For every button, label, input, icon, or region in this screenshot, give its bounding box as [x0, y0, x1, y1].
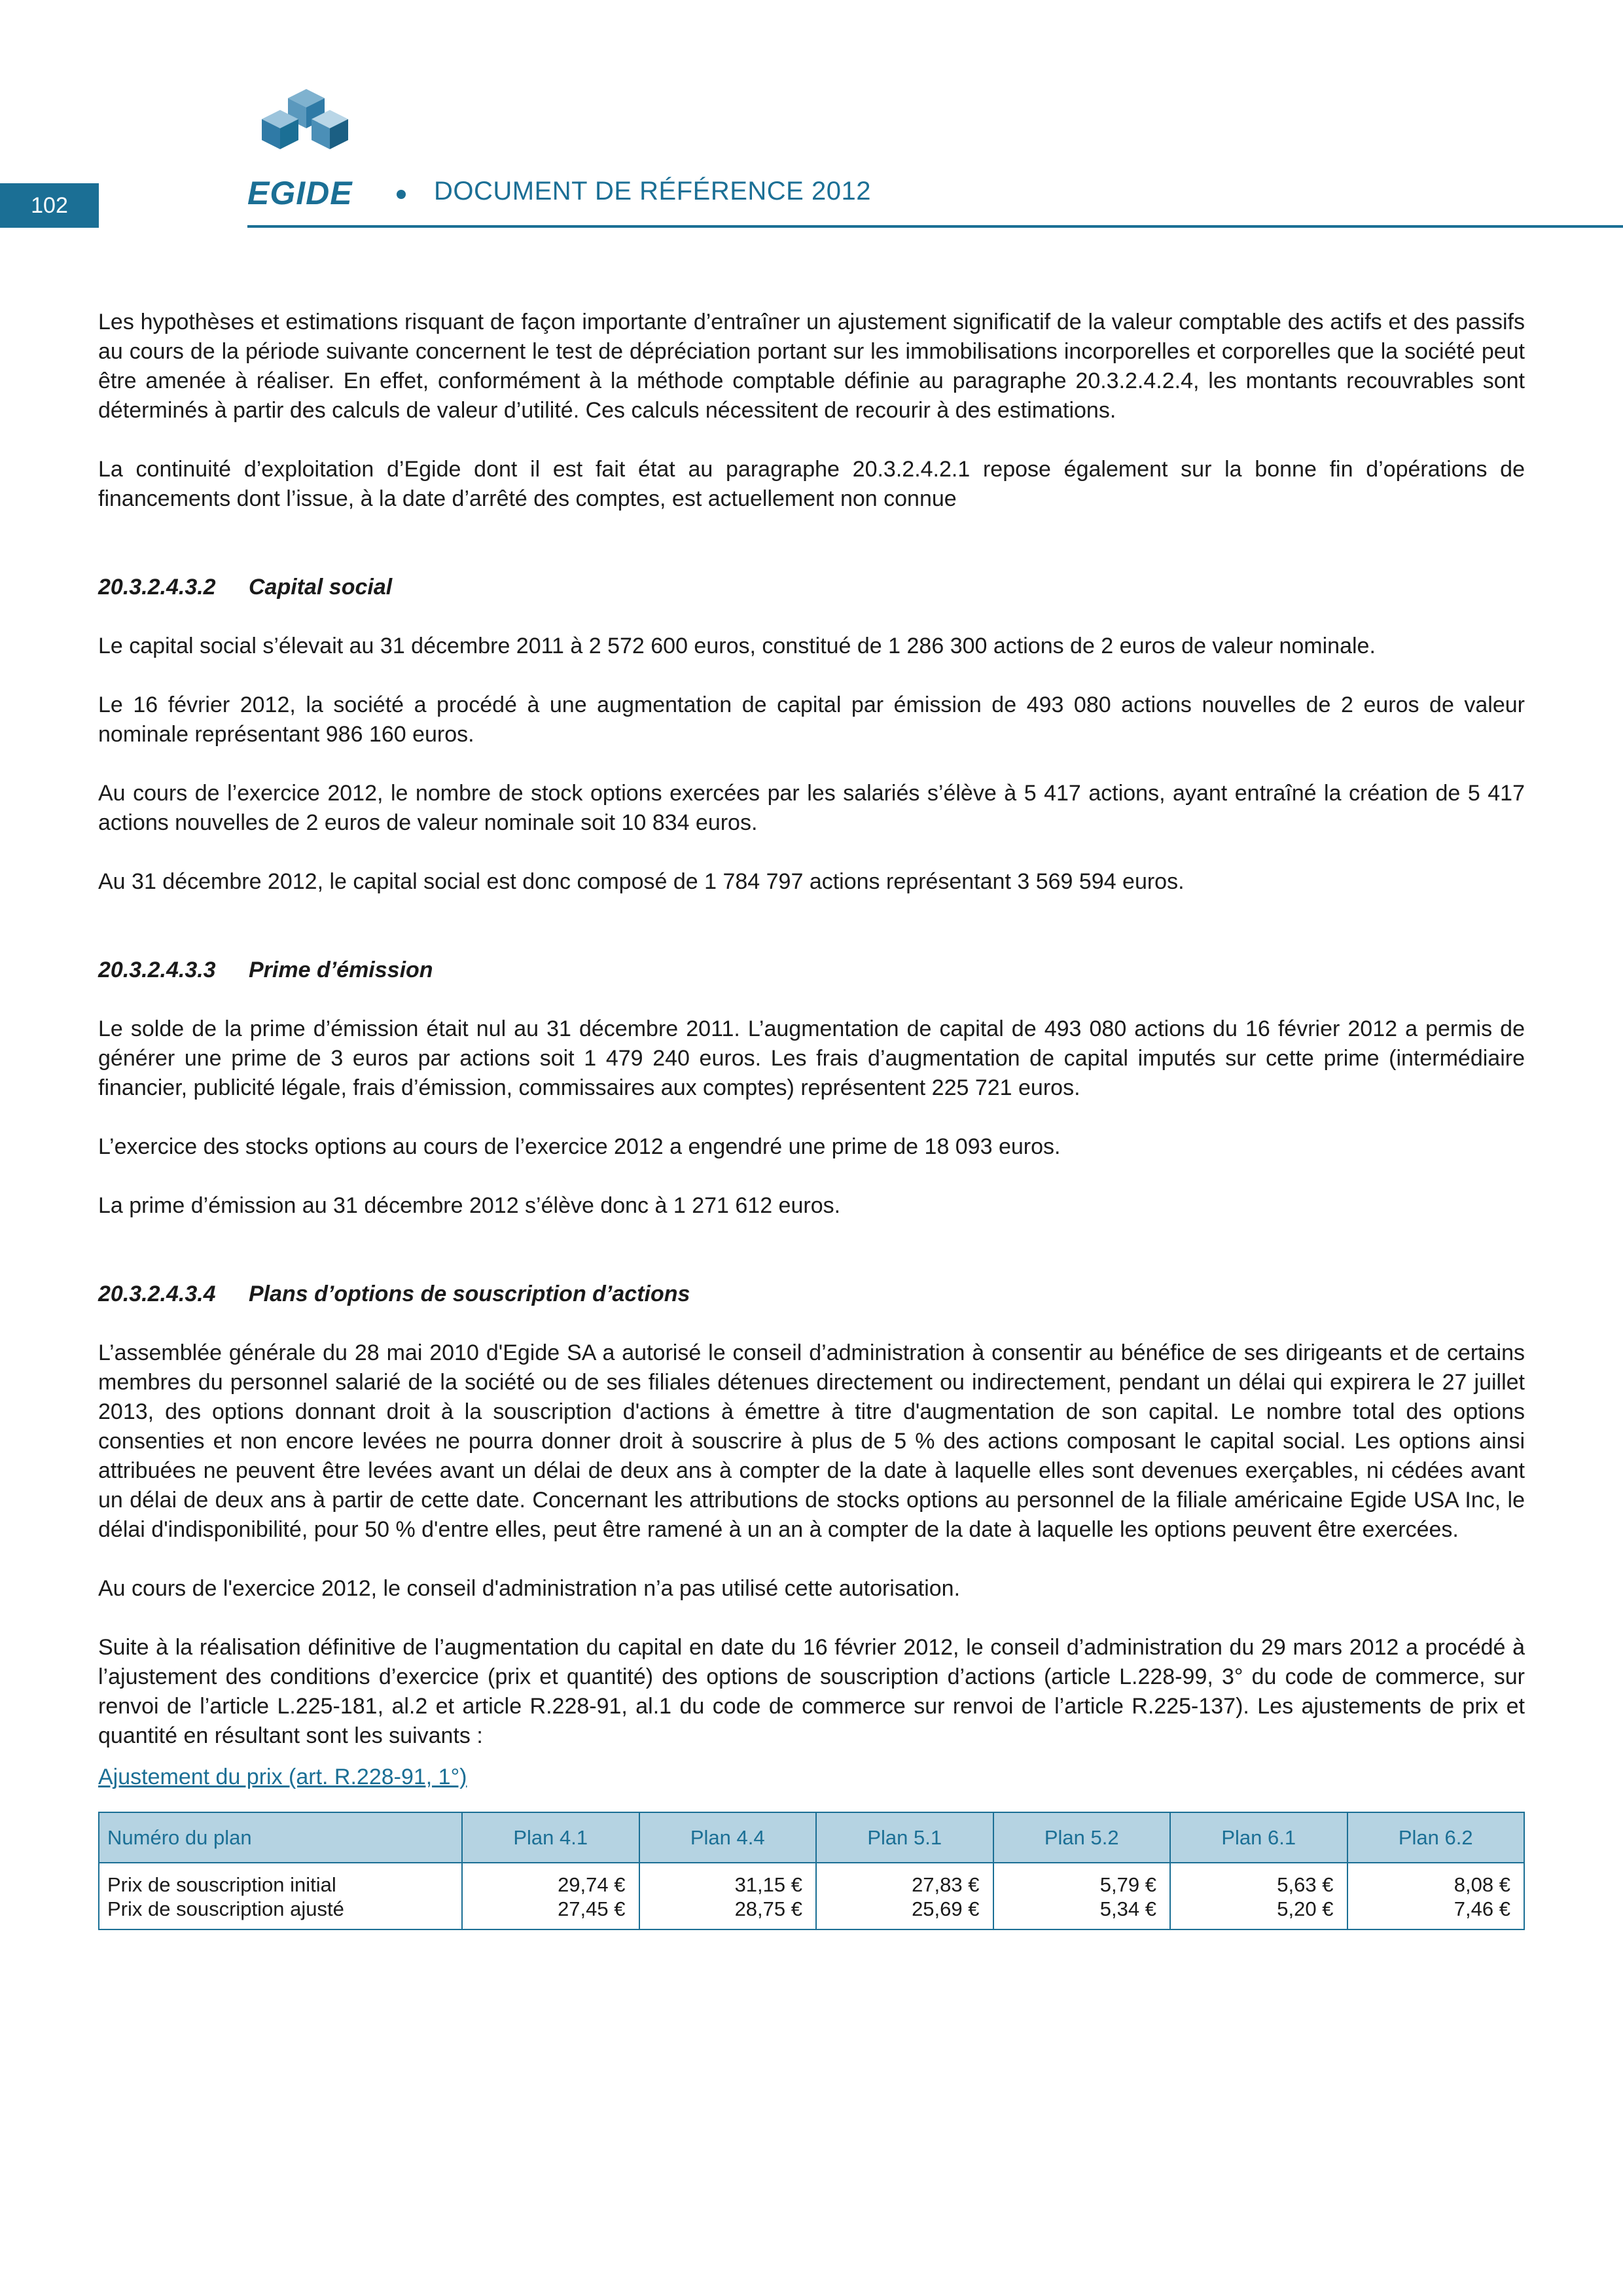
table-cell [816, 1863, 993, 1929]
page-content [98, 308, 1525, 1930]
adjusted-price: 5,34 € [1099, 1897, 1156, 1920]
adjusted-price: 28,75 € [734, 1897, 802, 1920]
price-adjustment-link[interactable]: Ajustement du prix (art. R.228-91, 1°) [98, 1765, 467, 1789]
column-header: Plan 5.2 [993, 1812, 1171, 1863]
section-number: 20.3.2.4.3.2 [98, 575, 216, 600]
table-cell [1347, 1863, 1525, 1929]
section-heading-prime-emission [98, 956, 1525, 985]
table-cell [639, 1863, 817, 1929]
initial-price: 31,15 € [734, 1873, 802, 1896]
header-bullet [397, 190, 406, 199]
egide-cubes-logo [249, 86, 366, 170]
section-heading-capital-social [98, 573, 1525, 602]
table-cell [993, 1863, 1171, 1929]
adjusted-price: 5,20 € [1277, 1897, 1334, 1920]
body-paragraph: Au cours de l’exercice 2012, le nombre de stock options exercées par les salariés s’élève à 5 417 actions, ayant entraîné la création de 5 417 actions nouvelles de 2 euros de valeur nominale soit 10 834 euros. [98, 781, 1525, 835]
row-label: Prix de souscription initial [107, 1873, 336, 1896]
initial-price: 29,74 € [558, 1873, 626, 1896]
body-paragraph: L’assemblée générale du 28 mai 2010 d'Egide SA a autorisé le conseil d’administration à consentir au bénéfice de ses dirigeants et de certains membres du personnel salarié de la société ou de ses filiales détenues directement ou indirectement, pendant un délai qui expirera le 27 juillet 2013, des options donnant droit à la souscription d'actions à émettre à titre d'augmentation de son capital. Le nombre total des options consenties et non encore levées ne pourra donner droit à souscrire à plus de 5 % des actions composant le capital social. Les options ainsi attribuées ne peuvent être levées avant un délai de deux ans à compter de la date à laquelle elles sont devenues exerçables, ni cédées avant un délai de deux ans à partir de cette date. Concernant les attributions de stocks options au personnel de la filiale américaine Egide USA Inc, le délai d'indisponibilité, pour 50 % d'entre elles, peut être ramené à un an à compter de la date à laquelle les options peuvent être exercées. [98, 1340, 1525, 1542]
column-header: Plan 4.1 [462, 1812, 639, 1863]
body-paragraph: Au cours de l'exercice 2012, le conseil d'administration n’a pas utilisé cette autorisation. [98, 1576, 961, 1601]
price-adjustment-table [98, 1812, 1525, 1930]
body-paragraph: L’exercice des stocks options au cours de l’exercice 2012 a engendré une prime de 18 093 euros. [98, 1134, 1061, 1159]
initial-price: 27,83 € [912, 1873, 980, 1896]
page-number: 102 [0, 183, 99, 228]
intro-paragraph: La continuité d’exploitation d’Egide dont il est fait état au paragraphe 20.3.2.4.2.1 repose également sur la bonne fin d’opérations de financements dont l’issue, à la date d’arrêté des comptes, est actuellement non connue [98, 457, 1525, 511]
document-title: DOCUMENT DE RÉFÉRENCE 2012 [434, 177, 871, 206]
section-title: Prime d’émission [249, 958, 433, 982]
row-label-cell [99, 1863, 462, 1929]
body-paragraph: Le 16 février 2012, la société a procédé à une augmentation de capital par émission de 493 080 actions nouvelles de 2 euros de valeur nominale représentant 986 160 euros. [98, 692, 1525, 747]
column-header: Numéro du plan [99, 1812, 462, 1863]
body-paragraph: Le solde de la prime d’émission était nul au 31 décembre 2011. L’augmentation de capital de 493 080 actions du 16 février 2012 a permis de générer une prime de 3 euros par actions soit 1 479 240 euros. Les frais d’augmentation de capital imputés sur cette prime (intermédiaire financier, publicité légale, frais d’émission, commissaires aux comptes) représentent 225 721 euros. [98, 1016, 1525, 1100]
table-cell [1170, 1863, 1347, 1929]
adjusted-price: 25,69 € [912, 1897, 980, 1920]
initial-price: 5,79 € [1099, 1873, 1156, 1896]
section-number: 20.3.2.4.3.3 [98, 958, 216, 982]
section-number: 20.3.2.4.3.4 [98, 1282, 216, 1306]
intro-paragraph: Les hypothèses et estimations risquant de façon importante d’entraîner un ajustement significatif de la valeur comptable des actifs et des passifs au cours de la période suivante concernent le test de dépréciation portant sur les immobilisations incorporelles et corporelles que la société peut être amenée à réaliser. En effet, conformément à la méthode comptable définie au paragraphe 20.3.2.4.2.4, les montants recouvrables sont déterminés à partir des calculs de valeur d’utilité. Ces calculs nécessitent de recourir à des estimations. [98, 310, 1525, 423]
logo-wordmark: EGIDE [247, 175, 353, 211]
body-paragraph: Au 31 décembre 2012, le capital social est donc composé de 1 784 797 actions représentant 3 569 594 euros. [98, 869, 1185, 894]
adjusted-price: 7,46 € [1454, 1897, 1510, 1920]
column-header: Plan 6.1 [1170, 1812, 1347, 1863]
section-title: Capital social [249, 575, 393, 600]
column-header: Plan 4.4 [639, 1812, 817, 1863]
table-cell [462, 1863, 639, 1929]
header-divider [247, 225, 1623, 228]
row-label: Prix de souscription ajusté [107, 1897, 344, 1920]
body-paragraph: Le capital social s’élevait au 31 décembre 2011 à 2 572 600 euros, constitué de 1 286 300 actions de 2 euros de valeur nominale. [98, 634, 1376, 658]
table-header-row [99, 1812, 1524, 1863]
adjusted-price: 27,45 € [558, 1897, 626, 1920]
body-paragraph: La prime d’émission au 31 décembre 2012 s’élève donc à 1 271 612 euros. [98, 1193, 841, 1218]
column-header: Plan 6.2 [1347, 1812, 1525, 1863]
table-row [99, 1863, 1524, 1929]
section-title: Plans d’options de souscription d’actions [249, 1282, 690, 1306]
body-paragraph: Suite à la réalisation définitive de l’augmentation du capital en date du 16 février 2012, le conseil d’administration du 29 mars 2012 a procédé à l’ajustement des conditions d’exercice (prix et quantité) des options de souscription d’actions (article L.228-99, 3° du code de commerce, sur renvoi de l’article L.225-181, al.2 et article R.228-91, al.1 du code de commerce sur renvoi de l’article R.225-137). Les ajustements de prix et quantité en résultant sont les suivants : [98, 1635, 1525, 1748]
initial-price: 8,08 € [1454, 1873, 1510, 1896]
initial-price: 5,63 € [1277, 1873, 1334, 1896]
column-header: Plan 5.1 [816, 1812, 993, 1863]
section-heading-plans-options [98, 1280, 1525, 1309]
